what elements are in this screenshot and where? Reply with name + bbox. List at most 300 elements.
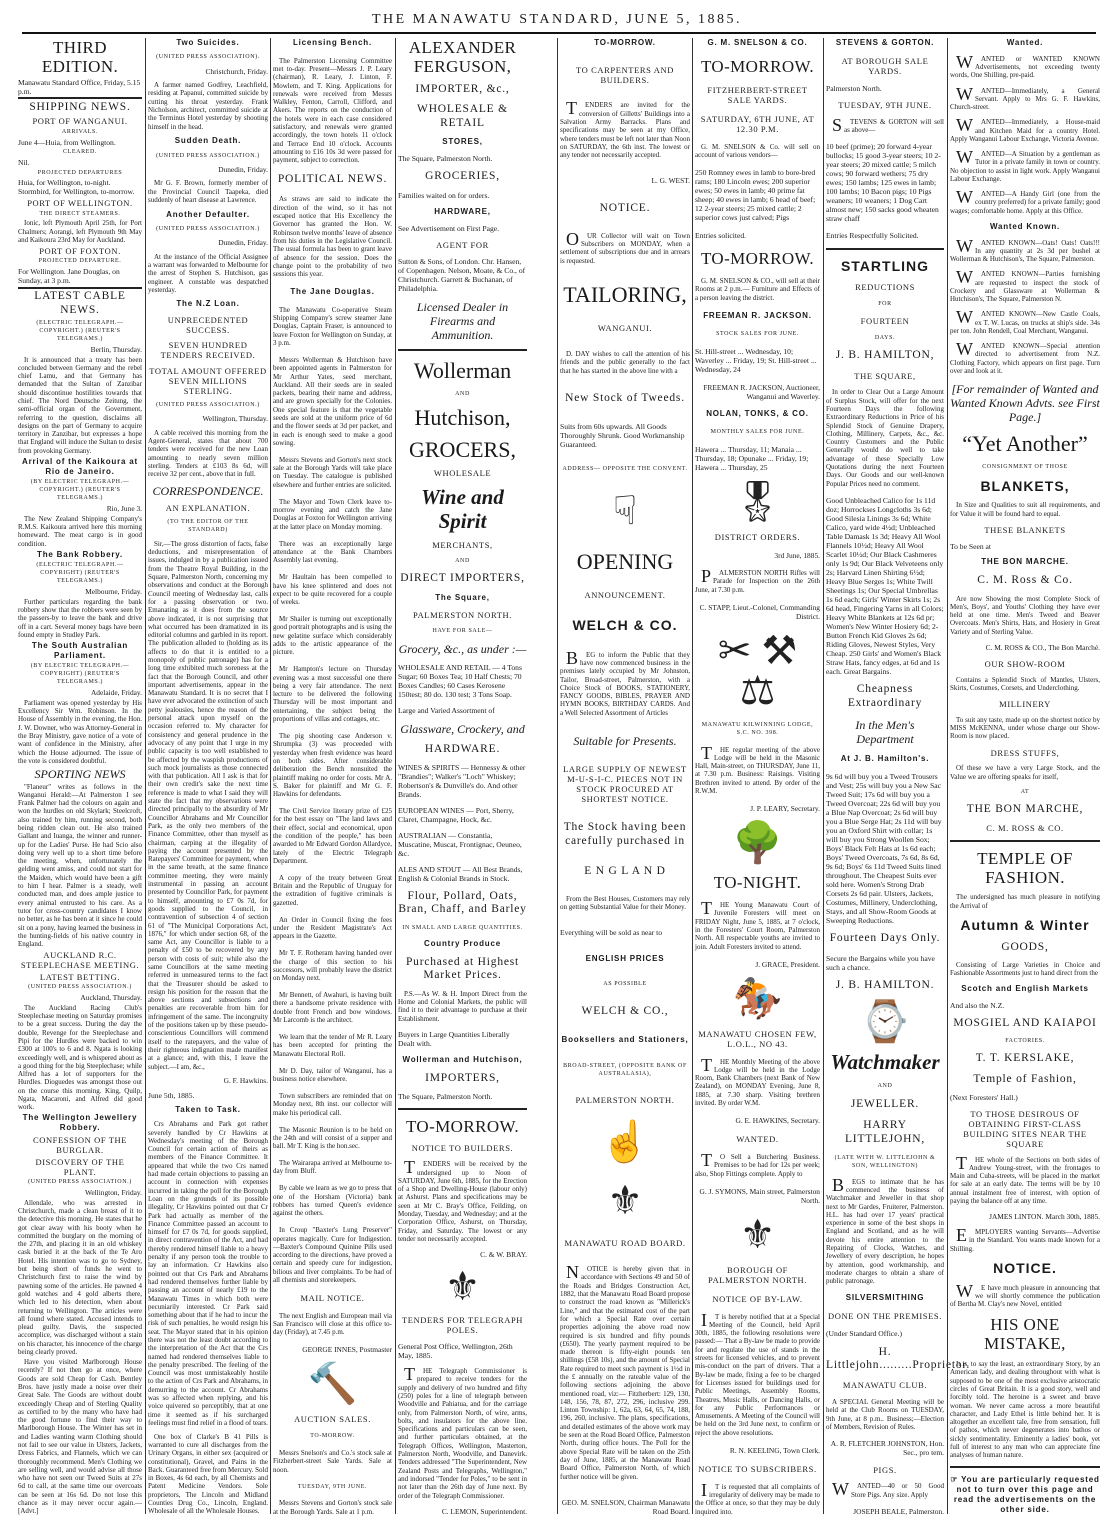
headline: STEVENS & GORTON.: [835, 38, 935, 47]
column-3: [273, 38, 392, 1516]
article-text: Of these we have a very Large Stock, and the Value we are offering speaks for itself,: [950, 764, 1100, 781]
signature-line: GEORGE INNES, Postmaster: [302, 1345, 392, 1355]
article-text: Large and Varied Assortment of: [398, 705, 495, 715]
headline: AND: [455, 390, 470, 397]
article-text: The Auckland Racing Club's Steeplechase meeting on Saturday promises to be a great success. During the day the double, Revenge for the Steeplechase and Pipi for the Hurdles were backed to win £300 at 100's to 6 and 8. Ngata is looking exceedingly well, and is whispered about as a good thing for the big Steeplechase; while Alfred has a lot of supporters for the Hurdles. Dioguedes was amongst those out on the course this morning. King, Quilp, Ngata, Macaroni, and Alfred did good work.: [18, 1003, 142, 1112]
article-text: Further particulars regarding the bank robbery show that the robbers were seen by the passers-by to leave the bank and drive off in a cart. Several money bags have been found empty in Studley Park.: [18, 597, 142, 639]
headline: ☞ You are particularly requested not to turn over this page and read the advertisements on the other side.: [950, 1475, 1100, 1515]
headline: WANTED.: [736, 1134, 779, 1145]
section-rule: [398, 1108, 527, 1110]
masonic-emblems-icon: ✂ ⚒ ⚖: [717, 627, 798, 713]
headline: Glassware, Crockery, and: [400, 721, 525, 736]
article-text: WANTED—A Situation by a gentleman as Tutor in a private family in town or country. No objection to assist in light work. Apply Wanganui Labour Exchange.: [950, 146, 1100, 183]
newspaper-masthead: THE MANAWATU STANDARD, JUNE 5, 1885.: [371, 12, 743, 27]
headline: BOROUGH OF PALMERSTON NORTH.: [708, 1264, 807, 1285]
headline: Flour, Pollard, Oats, Bran, Chaff, and Barley: [398, 889, 527, 916]
headline: TO-MORROW.: [700, 249, 815, 269]
headline: (ELECTRIC TELEGRAPH.—COPYRIGHT.) (REUTER'S TELEGRAMS.): [36, 320, 124, 343]
headline: SATURDAY, 6TH JUNE, AT 12.30 P.M.: [700, 113, 815, 134]
article-text: 9s 6d will buy you a Tweed Trousers and Vest; 25s will buy you a New Sac Tweed Suit; 17s 6d will buy you a Tweed Overcoat; 22s 6d will buy you a Blue Nap Overcoat; 2s 6d will buy you a Blue Serge Hat; 2s 11d will buy you an Oxford Shirt with collar; 1s will buy you Strong Woollen Sox; Boys' Black Felt Hats at 1s 6d each; Boys' Tweed Overcoats, 7s 6d, 8s 6d, 9s 6d; Boys' 6s 11d Tweed Suits lined throughout. The Cheapest Suits ever sold here. Women's Strong Drab Corsets 2s 6d pair. Ulsters, Jackets, Costumes, Millinery, Underclothing, Stays, and all Show-Room Goods at Sweeping Reductions.: [826, 771, 942, 925]
headline: PALMERSTON NORTH.: [413, 609, 512, 620]
headline: TUESDAY, 9TH JUNE.: [838, 100, 932, 111]
headline: DIRECT IMPORTERS,: [400, 572, 525, 585]
article-text: ALES AND STOUT — All Best Brands, English & Colonial Brands in Stock.: [398, 864, 523, 883]
signature-line: Adelaide, Friday.: [90, 688, 142, 698]
signature-line: FREEMAN R. JACKSON, Auctioneer, Wanganui and Waverley.: [703, 382, 820, 401]
headline: OPENING: [576, 548, 674, 574]
signature-line: Berlin, Thursday.: [90, 344, 142, 354]
article-text: Mr Bennett, of Awahuri, is having built there a handsome private residence with double front French and bow windows. Mr Larcomb is the architect.: [273, 991, 392, 1025]
headline: HIS ONE MISTAKE,: [984, 1315, 1066, 1354]
pointing-hand-up-icon: ☝: [600, 1119, 650, 1165]
headline: FACTORIES.: [1005, 1038, 1045, 1045]
column-divider: [557, 38, 558, 1514]
headline: (UNITED PRESS ASSOCIATION.): [156, 225, 260, 232]
column-2: [148, 38, 268, 1516]
section-rule: [826, 248, 944, 250]
headline: THE DIRECT STEAMERS.: [39, 210, 121, 217]
headline: NOTICE OF BY-LAW.: [712, 1293, 803, 1304]
article-text: Huia, for Wellington, to-night. Stormbird, for Wellington, to-morrow.: [18, 178, 135, 197]
headline: BLANKETS,: [980, 477, 1070, 494]
headline: PORT OF FOXTON.: [39, 245, 121, 256]
headline: MOSGIEL AND KAIAPOI: [953, 1017, 1097, 1030]
article-text: June 5th, 1885.: [148, 1090, 195, 1100]
headline: AT: [1020, 788, 1030, 795]
headline: Suitable for Presents.: [573, 733, 677, 748]
article-text: NOTICE is hereby given that in accordance with Sections 49 and 50 of the Roads and Bridges Construction Act, 1882, that the Manawatu Road Board propose to construct the road known as "Millerick's Line," and that the estimated cost of the part for which a Special Rate over certain properties adjoining the above road now required is six hundred and fifty pounds (£650). The yearly payment required to be made thereon is fifty-eight pounds ten shillings (£58 10s), and the amount of Special Rate required to meet such payment is 1½d in the £ annually on the rateable value of the following sections adjoining the above mentioned road, viz:— Fitzherbert: 129, 130, 148, 156, 78, 87, 272, 296, inclusive 299. Linton Township: 1, 62a, 63, 64, 65, 74, 188, 196, 260, inclusive. The plans, specifications, and detailed estimates of the above work may be seen at the Road Board Office, Palmerston North, during office hours. The Poll for the above Special Rate will be taken on the 25th day of June, 1885, at the Manawatu Road Board Office, Palmerston North, of which further notice will be given.: [560, 1262, 690, 1481]
headline: UNPRECEDENTED SUCCESS.: [167, 314, 249, 335]
article-text: BEGS to intimate that he has commenced the business of Watchmaker and Jeweller in that shop next to Mr Gardes, Fruiterer, Palmerston. H.L. has had over 17 years' practical experience in some of the best shops in England and Scotland, and as he will devote his entire attention to the Repairing of Clocks, Watches, and Jewellery of every description, he hopes by attention, good workmanship, and moderate charges to obtain a share of public patronage.: [826, 1174, 944, 1286]
article-text: From the Best Houses, Customers may rely on getting Substantial Value for their Money.: [560, 894, 690, 912]
article-text: STEVENS & GORTON will sell as above—: [832, 115, 944, 135]
section-rule: [398, 349, 527, 351]
headline: TO THOSE DESIROUS OF OBTAINING FIRST-CLASS BUILDING SITES NEAR THE SQUARE: [963, 1108, 1087, 1149]
headline: MERCHANTS,: [432, 540, 493, 551]
article-text: It is announced that a treaty has been concluded between Germany and the rebel chief Lamu, and that Germany has demanded that the Sultan of Zanzibar should discontinue hostilities towards that chief. The Nord Deutsche Zeitung, the semi-official organ of the Government, referring to the question, disclaims all designs on the part of Germany to acquire territory in Zanzibar, but expresses a hope that England will induce the Sultan to desist from provoking Germany.: [18, 355, 142, 455]
headline: ENGLISH PRICES: [585, 953, 665, 963]
article-text: EMPLOYERS wanting Servants—Advertise in the Standard. You wants made known for a Shilling.: [950, 1224, 1100, 1253]
column-8: [950, 38, 1100, 1516]
article-text: THE Telegraph Commissioner is prepared to receive tenders for the supply and delivery of two hundred and fifty (250) poles for a line of telegraph between Woodville and Pahiatua, and for the carriage only, from Palmerston North, of wire, arms, bolts, and insulators for the above line. Specifications and particulars can be seen, and further particulars obtained, at the Telegraph Offices, Wellington, Masterton, Palmerston North, Woodville, and Danevirk. Tenders addressed "The Superintendent, New Zealand Posts and Telegraphs, Wellington," and indorsed "Tender for Poles," to be sent in not later than the 26th day of June next. By order of the Telegraph Commissioner.: [398, 1364, 527, 1500]
headline: AGENT FOR: [436, 239, 489, 250]
section-rule: [18, 287, 142, 289]
headline: SILVERSMITHING: [845, 1293, 925, 1303]
headline: C. M. Ross & Co.: [977, 574, 1073, 587]
article-text: Good Unbleached Calico for 1s 11d doz; Horrockses Longcloths 3s 6d; Good Silesia Linings 3s 6d; White Calico, yard wide 4½d; Unbleached Table Damask 1s 3d; Heavy All Wool Flannels 10½d; Heavy All Wool Scarlet 10½d; Our Black Cashmeres only 1s 9d; Our Black Velveteens only 2s; Harvard Linen Shirting 6½d; Heavy Blue Serges 1s; White Twill Sheetings 1s; Our Special Umbrellas 1s 6d each; Girls' Winter Skirts 1s; 2s 6d head, Fingering Yarns in all Colors; Heavy White Blankets at 12s 6d pr; Women's New Winter Hosiery 6d; 2-Button French Kid Gloves 2s 6d; Riding Gloves, Newest Styles, Very Cheap. 250 Girls' and Women's Black Straw Hats, fancy edges, at 6d and 1s each. Great Bargains.: [826, 495, 944, 676]
signature-line: Melbourne, Friday.: [85, 586, 142, 596]
headline: MANAWATU KILWINNING LODGE, S.C. NO. 398.: [701, 721, 814, 736]
article-text: WANTED KNOWN—Special attention directed to advertisement from N.Z. Clothing Factory, which appears on first page. Turn over and look at it.: [950, 339, 1100, 375]
article-text: (Under Standard Office.): [826, 1328, 902, 1338]
king-william-on-horse-icon: 🏇: [732, 975, 783, 1021]
article-text: G. M. SNELSON & CO., will sell at their Rooms at 2 p.m.— Furniture and Effects of a person leaving the district.: [695, 276, 820, 302]
headline: The Bank Robbery.: [37, 549, 123, 559]
foresters-emblem-icon: 🌳: [732, 820, 783, 866]
article-text: A copy of the treaty between Great Britain and the Republic of Uruguay for the extradition of fugitive criminals is gazetted.: [273, 873, 392, 907]
article-text: Mr Shailer is turning out exceptionally good portrait photographs and is using the new gelatine surface which considerably adds to the artistic appearance of the picture.: [273, 615, 392, 657]
headline: CORRESPONDENCE.: [152, 483, 264, 498]
article-text: The Masonic Reunion is to be held on the 24th and will consist of a supper and ball. Mr T. King is the hon.sec.: [273, 1125, 392, 1151]
headline: MILLINERY: [999, 698, 1051, 709]
article-text: WHOLESALE AND RETAIL — 4 Tons Sugar; 60 Boxes Tea; 10 Half Chests; 70 Boxes Candles; 60 Cases Kerosene 150test; 80 do. 130 test; 3 Tons Soap.: [398, 662, 522, 699]
signature-line: J. P. LEARY, Secretary.: [750, 804, 820, 814]
headline: Sudden Death.: [174, 136, 242, 146]
headline: J. B. HAMILTON,: [835, 349, 935, 362]
headline: TOTAL AMOUNT OFFERED SEVEN MILLIONS STERLING.: [149, 365, 267, 396]
headline: OUR SHOW-ROOM: [984, 658, 1066, 669]
section-rule: [950, 1466, 1100, 1468]
headline: ADDRESS— OPPOSITE THE CONVENT.: [562, 466, 688, 473]
signature-line: C. & W. BRAY.: [480, 1250, 527, 1260]
article-text: BEG to inform the Public that they have now commenced business in the premises lately occupied by Mr Johnston, Tailor, Broad-street, Palmerston, with a Choice Stock of BOOKS, STATIONERY, FANCY GOODS, BIBLES, PRAYER AND HYMN BOOKS, BIRTHDAY CARDS. And a Well Selected Assortment of Articles: [560, 647, 690, 717]
article-text: Hawera ... Thursday, 11; Manaia ... Thursday, 18; Opunake ... Friday, 19; Hawera ... Thursday, 25: [695, 445, 809, 473]
article-text: Crs Abrahams and Park got rather severely handled by Cr Hawkins at Wednesday's meeting of the Borough Council for certain action of theirs as members of the Finance Committee. It appeared that while the two Crs named had made certain objections to passing an account in connection with expenses incurred in taking the poll for the Borough Loan on the grounds of its possible illegality, Cr Hawkins pointed out that Cr Park had actually as member of the Finance Committee passed an account to himself for £7 0s 7d, for goods supplied, in direct contravention of the Act, and had thereby rendered himself liable to a heavy penalty if any person took the trouble to lay an information. Cr Hawkins also pointed out that Crs Park and Abrahams had rendered themselves further liable by passing an account of nearly £19 to the Manawatu Times in which both were pecuniarily interested. Cr Park said something about that if he had to incur the risk of such penalties, he would resign his seat. The Mayor stated that in his opinion there was not the least doubt according to the interpretation of the Act that the Crs named had rendered themselves liable to the penalty prescribed. The feeling of the Council was most unmistakeably hostile to the action of Crs Park and Abrahams, in demurring to the account. Cr Abrahams was so affected when replying, and his voice quivered so perceptibly, that at one time it seemed as if his surcharged feelings must find relief in a flood of tears.: [148, 1120, 268, 1427]
headline: (UNITED PRESS ASSOCIATION.): [28, 984, 132, 991]
article-text: Parliament was opened yesterday by His Excellency Sir Wm. Robinson. In the House of Assembly in the evening, the Hon. J. W. Downer, who was Attorney-General in the Bray Ministry, gave notice of a vote of want of confidence in the Ministry, after which the House adjourned. The issue of the vote is considered doubtful.: [18, 698, 142, 765]
article-text: (Next Foresters' Hall.): [950, 1092, 1018, 1102]
signature-line: C. LEMON, Superintendent.: [441, 1506, 527, 1516]
headline: TO-NIGHT.: [713, 873, 802, 893]
headline: E N G L A N D: [584, 864, 666, 877]
headline: Scotch and English Markets: [961, 984, 1089, 994]
headline: PROJECTED DEPARTURE.: [38, 258, 122, 265]
headline: Arrival of the Kaikoura at Rio de Janeiro.: [22, 456, 138, 476]
headline: At J. B. Hamilton's.: [840, 753, 930, 763]
signature-line: Wellington, Friday.: [84, 1188, 142, 1198]
headline: (BY ELECTRIC TELEGRAPH.—COPYRIGHT.) (REUTER'S TELEGRAMS.): [30, 479, 130, 502]
headline: WHOLESALE & RETAIL: [417, 103, 508, 129]
article-text: TO Sell a Butchering Business. Premises to be had for 12s per week; also, Shop Fittings complete. Apply to: [695, 1150, 820, 1178]
headline: G. M. SNELSON & CO.: [707, 38, 808, 47]
article-text: IT is hereby notified that at a Special Meeting of the Council, held April 30th, 1885, the following resolutions were passed:— That a By-law be made to provide for and regulate the use of stands in the streets for licensed vehicles, and to prevent mis-conduct on the part of drivers. That a By-law be made, fixing a fee to be charged for Licenses issued for buildings used for Public Meetings, Assembly Rooms, Theatres, Music Halls, or Dancing Halls, or for any Public Performances or Amusements. A Meeting of the Council will be held on the 3rd June next, to confirm or reject the above resolutions.: [695, 1309, 820, 1437]
headline: TO-MORROW.: [700, 56, 815, 76]
pocket-watch-icon: ⌚: [860, 998, 910, 1044]
article-text: An Order in Council fixing the fees under the Resident Magistrate's Act appears in the Gazette.: [273, 915, 392, 941]
coat-of-arms-icon: ⚜: [739, 1211, 776, 1257]
article-text: Mr Haultain has been compelled to have his knee splintered and does not expect to be quite recovered for a couple of weeks.: [273, 573, 392, 607]
headline: NOTICE TO BUILDERS.: [411, 1143, 514, 1154]
column-divider: [692, 38, 693, 1514]
headline: (ELECTRIC TELEGRAPH.—COPYRIGHT) (REUTER'S TELEGRAMS.): [36, 562, 124, 585]
headline: C. M. ROSS & CO.: [986, 822, 1064, 833]
headline: PIGS.: [873, 1464, 897, 1475]
headline: (TO THE EDITOR OF THE STANDARD): [167, 519, 249, 534]
headline: LARGE SUPPLY OF NEWEST M-U-S-I-C. PIECES NOT IN STOCK PROCURED AT SHORTEST NOTICE.: [563, 764, 687, 805]
article-text: Allendale, who was arrested in Christchurch, made a clean breast of it to the detective this morning. He states that he got clear away with his booty when he committed the burglary on the morning of the 27th, and placing it in an old whiskey cask buried it at the back of the Te Aro Hotel. His intention was to go to Sydney, but being short of funds he went to Christchurch first to raise the wind by pawning some of the articles. He pawned 4 gold watches and 4 gold alberts there, which led to his detection, when about returning to Wellington. The articles were all found where stated. Accused intends to plead guilty. Davis, the suspected accomplice, was discharged without a stain on his character, his innocence of the charge being clearly proved.: [18, 1198, 142, 1357]
headline: THE BON MARCHE.: [981, 557, 1069, 567]
headline: Grocery, &c., as under :—: [398, 641, 527, 656]
article-text: WANTED—A Handy Girl (one from the country preferred) for a private family; good wages; comfortable home. Apply at this Office.: [950, 187, 1100, 215]
article-text: To suit any taste, made up on the shortest notice by MISS McKENNA, under whose charge our Show-Room is now placed.: [950, 715, 1100, 741]
article-text: As straws are said to indicate the direction of the wind, so it has not escaped notice that His Excellency the Governor has granted the Hon. W. Robinson twelve months' leave of absence from his duties in the Legislative Council. The usual formula has been to grant leave of absence for the session. Does the change point to the probability of two sessions this year.: [273, 195, 392, 279]
column-5: [560, 38, 690, 1516]
headline: AT BOROUGH SALE YARDS.: [841, 55, 929, 76]
headline: (LATE WITH W. LITTLEJOHN & SON, WELLINGTON): [834, 1154, 936, 1169]
headline: Booksellers and Stationers,: [561, 1035, 689, 1045]
headline: IMPORTERS,: [425, 1071, 500, 1084]
headline: Watchmaker: [830, 1050, 940, 1075]
headline: [For remainder of Wanted and Wanted Known Advts. see First Page.]: [950, 382, 1100, 425]
headline: (BY ELECTRIC TELEGRAPH.—COPYRIGHT) (REUTER'S TELEGRAMS.): [30, 663, 130, 686]
signature-line: Rio, June 3.: [106, 504, 142, 514]
article-text: In Size and Qualities to suit all requirements, and for Value it will be found hard to equal.: [950, 501, 1100, 518]
article-text: Mr T. F. Rotheram having handed over the charge of this section to his successors, will probably leave the district on Monday next.: [273, 949, 392, 983]
article-text: The New Zealand Shipping Company's R.M.S. Kaikoura arrived here this morning homeward. The meat cargo is in good condition.: [18, 514, 142, 548]
headline: Wine and Spirit: [421, 485, 504, 534]
column-divider: [823, 38, 824, 1514]
article-text: WANTED KNOWN—Parties furnishing are requested to inspect the stock of Crockery and Glassware at Wollerman & Hutchison's, The Square, Palmerston N.: [950, 267, 1100, 304]
article-text: The Square, Palmerston North.: [398, 154, 493, 164]
article-text: There was an exceptionally large attendance at the Bank Chambers Assembly last evening.: [273, 539, 392, 565]
signature-line: G. J. SYMONS, Main street, Palmerston North.: [699, 1186, 820, 1205]
signature-line: Wellington, Thursday.: [202, 414, 268, 424]
article-text: TENDERS are invited for the conversion of Gilletts' Buildings into a Salvation Army Barracks. Plans and specifications may be seen at my Office, where tenders must be left not later than Noon on SATURDAY, the 6th inst. The lowest or any tender not necessarily accepted.: [560, 98, 690, 160]
headline: In the Men's Department: [855, 718, 915, 747]
headline: TO-MORROW.: [405, 1117, 520, 1137]
headline: MANAWATU CHOSEN FEW, L.O.L., NO 43.: [698, 1028, 817, 1049]
headline: TUESDAY, 9TH JUNE.: [297, 1483, 368, 1490]
article-text: One box of Clarke's B 41 Pills is warranted to cure all discharges from the Urinary Organs, in either sex (acquired or constitutional), Gravel, and Pains in the Back. Guaranteed free from Mercury. Sold in Boxes, 4s 6d each, by all Chemists and Patent Medicine Vendors. Sole proprietors, The Lincoln and Midland Counties Drug Co., Lincoln, England. Wholesale of all the Wholesale Houses.: [148, 1432, 268, 1516]
headline: STOCK SALES FOR JUNE.: [716, 330, 799, 337]
article-text: Buyers in Large Quantities Liberally Dealt with.: [398, 1029, 510, 1048]
article-text: See Advertisement on First Page.: [398, 223, 500, 233]
headline: Wanted Known.: [989, 221, 1061, 231]
headline: AUCKLAND R.C. STEEPLECHASE MEETING.: [20, 950, 140, 971]
article-text: 10 beef (prime); 20 forward 4-year bullocks; 15 good 3-year steers; 10 2-year steers; 20 mixed cattle; 5 milch cows; 90 forward wethers; 75 dry ewes; 150 lambs; 125 ewes in lamb; 100 lambs; 10 Bacon pigs; 10 Pigs weaners; 10 weaners; 1 Dog Cart almost new; 150 sacks good wheaten straw chaff: [826, 142, 941, 224]
headline: The Jane Douglas.: [290, 287, 375, 297]
article-text: WINES & SPIRITS — Hennessy & other "Brandies"; Walker's "Loch" Whiskey; Robertson's & Dunville's do. And other Brands.: [398, 763, 526, 800]
article-text: In Croup "Baxter's Lung Preserver" operates magically. Cure for Indigestion.—Baxter's Compound Quinine Pills used according to the directions, have proved a certain and speedy cure for indigestion, bilious and liver complaints. To be had of all chemists and storekeepers.: [273, 1226, 392, 1285]
headline: Purchased at Highest Market Prices.: [405, 955, 520, 982]
headline: CONFESSION OF THE BURGLAR.: [32, 1135, 128, 1156]
article-text: OUR Collector will wait on Town Subscribers on MONDAY, when a settlement of subscriptions due and in arrears is requested.: [560, 228, 690, 265]
article-text: EUROPEAN WINES — Port, Sherry, Claret, Champagne, Hock, &c.: [398, 806, 514, 825]
headline: FOURTEEN: [860, 315, 910, 326]
article-text: By cable we learn as we go to press that one of the Horsham (Victoria) bank robbers has turned Queen's evidence against the others.: [273, 1184, 392, 1218]
column-6: [695, 38, 820, 1516]
headline: Licensing Bench.: [292, 38, 373, 47]
article-text: A cable received this morning from the Agent-General, states that about 700 tenders were received for the new Loan amounting to nearly seven million sterling. Tenders at £103 8s 6d, will receive 32 per cent., above that in full.: [148, 428, 268, 479]
headline: HAVE FOR SALE—: [432, 627, 493, 634]
headline: TEMPLE OF FASHION.: [977, 848, 1073, 887]
headline: DONE ON THE PREMISES.: [828, 1311, 942, 1322]
headline: ARRIVALS.: [61, 128, 99, 135]
article-text: Have you visited Marlborough House recently? If not then go at once, where Goods are sold Cheap for Cash. Bentley Bros. have justly made a noise over their Great Sale. The Goods are without doubt exceedingly Cheap and of Sterling Quality as certified to by the many who have had the good fortune to find their way to Marlborough House. The Winter has set in and Ladies wanting warm Clothing should not fail to see our value in Ulsters, Jackets, Dress Fabrics, and Flannels, which we can thoroughly recommend. Men's Clothing we are selling well, and would advise all those who have not seen our Tweed Suits at 27s 6d to call, at the same time our overcoats can be seen at 16s 6d. Do not lose this chance as it may never occur again.—[Advt.]: [18, 1358, 142, 1516]
article-text: The Wairarapa arrived at Melbourne to-day from Bluff.: [273, 1159, 392, 1176]
article-text: WANTED KNOWN—Oats! Oats! Oats!!! In any quantity at 2s 3d per bushel at Wollerman & Hutchison's, The Square, Palmerston.: [950, 235, 1100, 264]
article-text: Mr Hampton's lecture on Thursday evening was a most successful one there being a very fair attendance. The next lecture to be delivered the following Thursday will be most important and entertaining, the subject being the proportions of villas and cottages, etc.: [273, 665, 392, 724]
article-text: "Flaneur" writes as follows in the Wanganui Herald:—At Palmerston I see Frank Palmer had the colours on again and won the hurdles on old Skylark; Steelcroft, also trained by him, running second, both being ridden clean out. He also trained Gallant and Iuanga, the winner and runner-up for the Ladies' Purse. He had Scio also doing very well up to a short time before the meeting, when, unfortunately the gelding went amiss, and could not start for the Maiden, which would have been a gift to him I hear. Palmer is a steady, well conducted man, and does ample justice to every animal entrusted to his care. As a tutor for cross-country candidates I know no better, as he has been at it since he could sit on a pony, having learned the business in the hunting-fields of his native country in England.: [18, 782, 142, 949]
headline: IMPORTER, &c.,: [415, 82, 510, 95]
headline: PORT OF WELLINGTON.: [27, 197, 133, 208]
headline: CLEARED.: [63, 149, 97, 156]
article-text: Messrs Snelson's and Co.'s stock sale at Fitzherbert-street Sale Yards. Sale at noon.: [273, 1449, 392, 1474]
article-text: 250 Romney ewes in lamb to bore-bred rams; 180 Lincoln ewes; 200 superior ewes; 50 ewes in lamb; 40 prime fat sheep; 40 ewes in lamb; 6 head of beef; 12 2-year steers; 25 mixed cattle; 2 superior cows just calved; Pigs: [695, 168, 816, 223]
article-text: Suits from 60s upwards. All Goods Thoroughly Shrunk. Good Workmanship Guaranteed.: [560, 421, 685, 449]
signature-line: L. G. WEST.: [651, 176, 690, 186]
article-text: Are now Showing the most Complete Stock of Men's, Boys', and Youths' Clothing they have ever held at one time. Men's Tweed and Beaver Overcoats. Men's Shirts, Hats, and Hosiery in Great Variety and of Sterling Value.: [950, 594, 1100, 636]
headline: DRESS STUFFS,: [990, 747, 1060, 758]
signature-line: C. STAPP, Lieut.-Colonel, Commanding District.: [699, 602, 820, 621]
article-text: Sir,—The gross distortion of facts, false deductions, and misrepresentation of issues, indulged in by a publication issued from the Theatre Royal Building, in the Square, Palmerston North, concerning my observations and conduct at the Borough Council meeting of Wednesday last, calls for a passing observation or two. Emanating as it does from the source above indicated, it is not surprising that what occurred has been dramatized in its editorial columns and garbled in its report. The publication alluded to (holding as its affects to do that it is entitled to a monopoly of public patronage) has for a long time exhibited much soreness at the fact that the Borough Council, and other important advertisements, appear in the Manawatu Standard. It is no secret that I have ever advocated the extinction of such petty jealousies, hence the reason of the personal attack upon myself on the occasion referred to. My character for consistency and general prudence in the advocacy of any point that I urge in my public capacity is too well established to be affected by the waspish productions of such mock journalists as those connected with that publication. All I ask is that for their own credit's sake the next time reference is made to what I said they will state the fact that my observations were directed principally to the absurdity of Mr Councillor Abrahams and Mr Councillor Park, as the only two members of the Finance Committee, other than myself as chairman, carping at the illegality of paying the account presented by the Ratepayers' Committee for payment, when in the same breath, at the same finance committee meeting, they were mainly instrumental in passing an account presented by Councillor Park, for payment to himself, amounting to £7 0s 7d, for goods supplied to the Council, in contravention of subsection 4 of section 61 of "The Municipal Corporations Act, 1876," for which under section 68, of the same Act, any Councillor is liable to a penalty of £50 to be recovered by any person with costs of suit; while also the same Councillors at the same meeting referred in unmeasured terms to the fact that the Treasurer should be asked to resign his position for the reason that the above sections and subsections and penalties are recoverable from him for infringement of the same. The incongruity of the positions taken up by these pseudo-conscientious Councillors will commend itself to the ratepayers, and the value of their righteous indignation made manifest at a glance; and, with this, I leave the subject.—I am, &c.,: [148, 539, 268, 1071]
headline: DISCOVERY OF THE PLANT.: [35, 1156, 125, 1177]
headline: TAILORING,: [563, 281, 687, 307]
article-text: It is, to say the least, an extraordinary Story, by an American lady, and dealing throughout with what is supposed to be one of the most exclusive aristocratic circles of Great Britain. It is a good story, well and forcibly told. The heroine is a sweet and brave woman. We never came across a more beautiful character, and Lady Ethel is little behind her. It is altogether an excellent tale, free from sensation, full of pathos, which never degenerates into bathos or sickly sentimentality. Eminently a ladies' book, yet full of interest to any man who can appreciate fine analyses of human nature.: [950, 1360, 1100, 1460]
article-text: In order to Clear Out a Large Amount of Surplus Stock, will offer for the next Fourteen Days the following Extraordinary Reductions in Price of his Splendid Stock of Genuine Drapery, Clothing, Millinery, Carpets, &c., &c. Country Customers and the Public Generally would do well to take advantage of these Specially Low Quotations during the next Fourteen Days. Our Goods and our well-known Popular Prices need no comment.: [826, 388, 944, 488]
signature-line: C. M. ROSS & CO., The Bon Marché.: [985, 642, 1100, 652]
headline: DISTRICT ORDERS.: [714, 532, 801, 543]
headline: GOODS,: [1001, 940, 1049, 953]
article-text: Town subscribers are reminded that on Monday next, 8th inst. our collector will make his periodical call.: [273, 1091, 392, 1117]
headline: SPORTING NEWS: [34, 766, 126, 781]
headline: NOTICE.: [599, 201, 651, 214]
headline: H. Littlejohn.........Proprietor.: [826, 1345, 971, 1372]
signature-line: Dunedin, Friday.: [218, 164, 268, 174]
headline: DAYS.: [874, 334, 896, 341]
headline: The Stock having been carefully purchased in: [563, 821, 687, 847]
article-text: TENDERS will be received by the undersigned up to Noon of SATURDAY, June 6th, 1885, for the Erection of a Shop and Dwelling-House (labour only) at Ashurst. Plans and specifications may be seen at Mr C. Bray's Office, Feilding, on Monday, Tuesday, and Wednesday; and at the Corporation Office, Ashurst, on Thursday, Friday, and Saturday. The lowest or any tender not necessarily accepted.: [398, 1157, 527, 1243]
article-text: For Wellington. Jane Douglas, on Sunday, at 3 p.m.: [18, 267, 120, 286]
masthead-rule: [22, 32, 1096, 34]
column-4: [398, 38, 527, 1516]
headline: GROCERS,: [409, 436, 516, 462]
headline: Fourteen Days Only.: [829, 932, 941, 945]
headline: HARDWARE,: [434, 206, 491, 216]
coat-of-arms-icon: ⚜: [607, 1177, 643, 1223]
signature-line: Auckland, Thursday.: [80, 993, 142, 1003]
article-text: THE Monthly Meeting of the above Lodge will be held in the Lodge Room, Bank Chambers (next Bank of New Zealand), on MONDAY Evening, June 8, 1885, at 7.30 sharp. Visiting brethren invited. By order W.M.: [695, 1054, 820, 1107]
article-text: Mr D. Day, tailor of Wanganui, has a business notice elsewhere.: [273, 1066, 392, 1083]
headline: SHIPPING NEWS.: [29, 101, 131, 114]
headline: Wanted.: [1006, 38, 1044, 47]
article-text: Secure the Bargains while you have such a chance.: [826, 953, 935, 972]
headline: NOTICE TO SUBSCRIBERS.: [698, 1463, 817, 1474]
article-text: Entries solicited.: [695, 231, 747, 241]
article-text: IT is requested that all complaints of irregularity of delivery may be made to the Office at once, so that they may be duly inquired into.: [695, 1479, 820, 1516]
headline: AS POSSIBLE: [603, 981, 647, 988]
article-text: D. DAY wishes to call the attention of his friends and the public generally to the fact that he has started in the above line with a: [560, 350, 690, 375]
signature-line: JAMES LINTON. March 30th, 1885.: [989, 1212, 1100, 1222]
article-text: Everything will be sold as near to: [560, 928, 663, 938]
headline: Hutchison,: [414, 404, 511, 430]
article-text: THE whole of the Sections on both sides of Andrew Young-street, with the frontages to Main and Cuba-streets, will be placed in the market for sale at an early date. The terms will be by 10 annual instalment free of interest, with option of paying the balance off at any time.: [950, 1152, 1100, 1205]
headline: AUCTION SALES.: [294, 1413, 371, 1424]
article-text: Ionic, left Plymouth April 25th, for Port Chalmers; Aorangi, left Plymouth 9th May and Kaikoura 23rd May for Auckland.: [18, 219, 142, 244]
article-text: A SPECIAL General Meeting will be held at the Club Rooms on TUESDAY, 9th June, at 8 p.m.. Business;—Election of Members, Revision of Rules.: [826, 1398, 944, 1431]
article-text: Nil.: [18, 157, 30, 167]
headline: The Wellington Jewellery Robbery.: [22, 1113, 138, 1133]
signature-line: G. E. HAWKINS, Secretary.: [735, 1116, 820, 1126]
headline: BROAD-STREET, (OPPOSITE BANK OF AUSTRALASIA),: [563, 1062, 687, 1077]
article-text: Contains a Splendid Stock of Mantles, Ulsters, Skirts, Costumes, Corsets, and Underclothing.: [950, 675, 1100, 692]
article-text: And also the N.Z.: [950, 1001, 1005, 1011]
headline: The N.Z Loan.: [176, 299, 240, 309]
column-1: [18, 38, 142, 1516]
headline: THESE BLANKETS: [984, 524, 1066, 535]
article-text: St. Hill-street ... Wednesday, 10; Waverley ... Friday, 19; St. Hill-street ... Wednesday, 24: [695, 346, 817, 374]
headline: New Stock of Tweeds.: [565, 391, 685, 404]
headline: MAIL NOTICE.: [300, 1293, 365, 1303]
headline: FREEMAN R. JACKSON.: [703, 310, 812, 320]
headline: ALEXANDER FERGUSON,: [408, 38, 517, 76]
headline: AND: [877, 1083, 893, 1090]
article-text: WANTED—Immediately, a House-maid and Kitchen Maid for a country Hotel. Apply Wanganui Labour Exchange, Victoria Avenue.: [950, 115, 1100, 143]
article-text: WANTED KNOWN—New Castle Coals, ex T. W. Lucas, on trucks at ship's side. 34s per ton. John Rendell, Coal Merchant, Wanganui.: [950, 307, 1100, 335]
headline: IN SMALL AND LARGE QUANTITIES.: [402, 924, 523, 931]
article-text: The Civil Service literary prize of £25 for the best essay on "The land laws and their effect, social and economical, upon the condition of the people," has been awarded to Mr Edward Gordon Allardyce, lately of the Electric Telegraph Department.: [273, 807, 392, 865]
headline: WELCH & CO.,: [581, 1005, 669, 1018]
headline: (UNITED PRESS ASSOCIATION.): [156, 152, 260, 159]
article-text: The Manawatu Co-operative Steam Shipping Company's screw steamer Jane Douglas, Captain Fraser, is announced to leave Foxton for Wellington on Sunday, at 3 p.m.: [273, 305, 392, 347]
column-divider: [270, 38, 271, 1514]
article-text: General Post Office, Wellington, 26th May, 1885.: [398, 1342, 513, 1361]
article-text: The Mayor and Town Clerk leave to-morrow evening and catch the Jane Douglas at Foxton for Wellington arriving at the latter place on Monday morning.: [273, 497, 392, 531]
article-text: At the instance of the Official Assignee a warrant was forwarded to Melbourne for the arrest of Stephen S. Hutchison, gas engineer. A constable was despatched yesterday.: [148, 252, 268, 294]
article-text: P.S.—As W. & H. Import Direct from the Home and Colonial Markets, the public will find it to their advantage to purchase at their Establishment.: [398, 989, 527, 1023]
headline: T. T. KERSLAKE,: [975, 1052, 1075, 1065]
headline: MANAWATU CLUB.: [842, 1380, 928, 1391]
column-divider: [145, 38, 146, 1514]
headline: MANAWATU ROAD BOARD.: [564, 1238, 686, 1249]
headline: ANNOUNCEMENT.: [584, 590, 666, 601]
article-text: The next English and European mail via San Francisco will close at this office to-day (Friday), at 7.45 p.m.: [273, 1311, 392, 1337]
headline: JEWELLER.: [850, 1097, 920, 1110]
signature-line: Dunedin, Friday.: [218, 238, 268, 248]
article-text: Families waited on for orders.: [398, 190, 490, 200]
headline: FOR: [878, 301, 892, 308]
headline: FITZHERBERT-STREET SALE YARDS.: [707, 84, 808, 105]
article-text: Palmerston North.: [826, 83, 882, 93]
headline: REDUCTIONS: [855, 282, 915, 293]
article-text: A farmer named Godfrey, Leachfield, residing at Papanui, committed suicide by cutting his throat yesterday. Frank Nicholson, architect, committed suicide at the Terminus Hotel yesterday by shooting himself in the head.: [148, 81, 268, 131]
headline: Two Suicides.: [176, 38, 240, 47]
headline: AN EXPLANATION.: [165, 503, 251, 514]
headline: NOTICE.: [993, 1259, 1057, 1276]
headline: (UNITED PRESS ASSOCIATION.): [28, 1179, 132, 1186]
signature-line: Christchurch, Friday.: [205, 66, 268, 76]
column-divider: [395, 38, 396, 1514]
signature-line: A. R. FLETCHER JOHNSTON, Hon. Sec., pro tem.: [830, 1438, 944, 1457]
headline: HARRY LITTLEJOHN,: [844, 1119, 926, 1145]
article-text: The Palmerston Licensing Committee met to-day. Present—Messrs J. P. Leary (chairman), R. Leary, J. Linton, F. Mowlem, and T. King. Applications for renewals were received from Messrs Walkley, Fenton, Carroll, Clifford, and Akers. The reports on the conduction of the hotels were in each case considered satisfactory, and renewals were granted accordingly, the town hotels 11 o'clock and Terrace End 10 o'clock. Accounts amounting to £16 10s 3d were passed for payment, subject to correction.: [273, 56, 392, 165]
signature-line: 3rd June, 1885.: [774, 551, 820, 561]
headline: J. B. HAMILTON.: [835, 979, 935, 992]
headline: THE SQUARE,: [854, 370, 916, 381]
headline: WANGANUI.: [597, 323, 653, 334]
article-text: AUSTRALIAN — Constantia, Muscatine, Muscat, Frontignac, Oeuneo, &c.: [398, 831, 522, 858]
headline: PROJECTED DEPARTURES: [37, 169, 123, 176]
headline: Wollerman and Hutchison,: [402, 1054, 523, 1064]
headline: Another Defaulter.: [166, 209, 250, 219]
article-text: PALMERSTON NORTH Rifles will Parade for Inspection on the 26th June, at 7.30 p.m.: [695, 566, 820, 594]
article-text: WANTED or WANTED KNOWN Advertisements, not exceeding twenty words, One Shilling, pre-paid.: [950, 51, 1100, 80]
headline: NOLAN, TONKS, & CO.: [706, 409, 809, 419]
headline: LATEST CABLE NEWS.: [34, 290, 126, 316]
headline: MONTHLY SALES FOR JUNE.: [710, 429, 805, 436]
article-text: Sutton & Sons, of London. Chr. Hansen, of Copenhagen. Nelson, Moate, & Co., of Christchurch. Garrett & Buchanan, of Philadelphia.: [398, 256, 526, 293]
signature-line: J. GRACE, President.: [755, 959, 820, 969]
headline: The South Australian Parliament.: [31, 640, 129, 660]
column-divider: [947, 38, 948, 1514]
headline: STARTLING: [840, 257, 930, 274]
article-text: G. M. SNELSON & Co. will sell on account of various vendors—: [695, 142, 820, 159]
signature-line: R. N. KEELING, Town Clerk.: [729, 1445, 820, 1455]
auctioneer-illustration-icon: 🔨: [307, 1360, 358, 1406]
headline: WHOLESALE: [433, 468, 492, 479]
headline: GROCERIES,: [425, 170, 500, 183]
headline: AND: [455, 558, 470, 565]
